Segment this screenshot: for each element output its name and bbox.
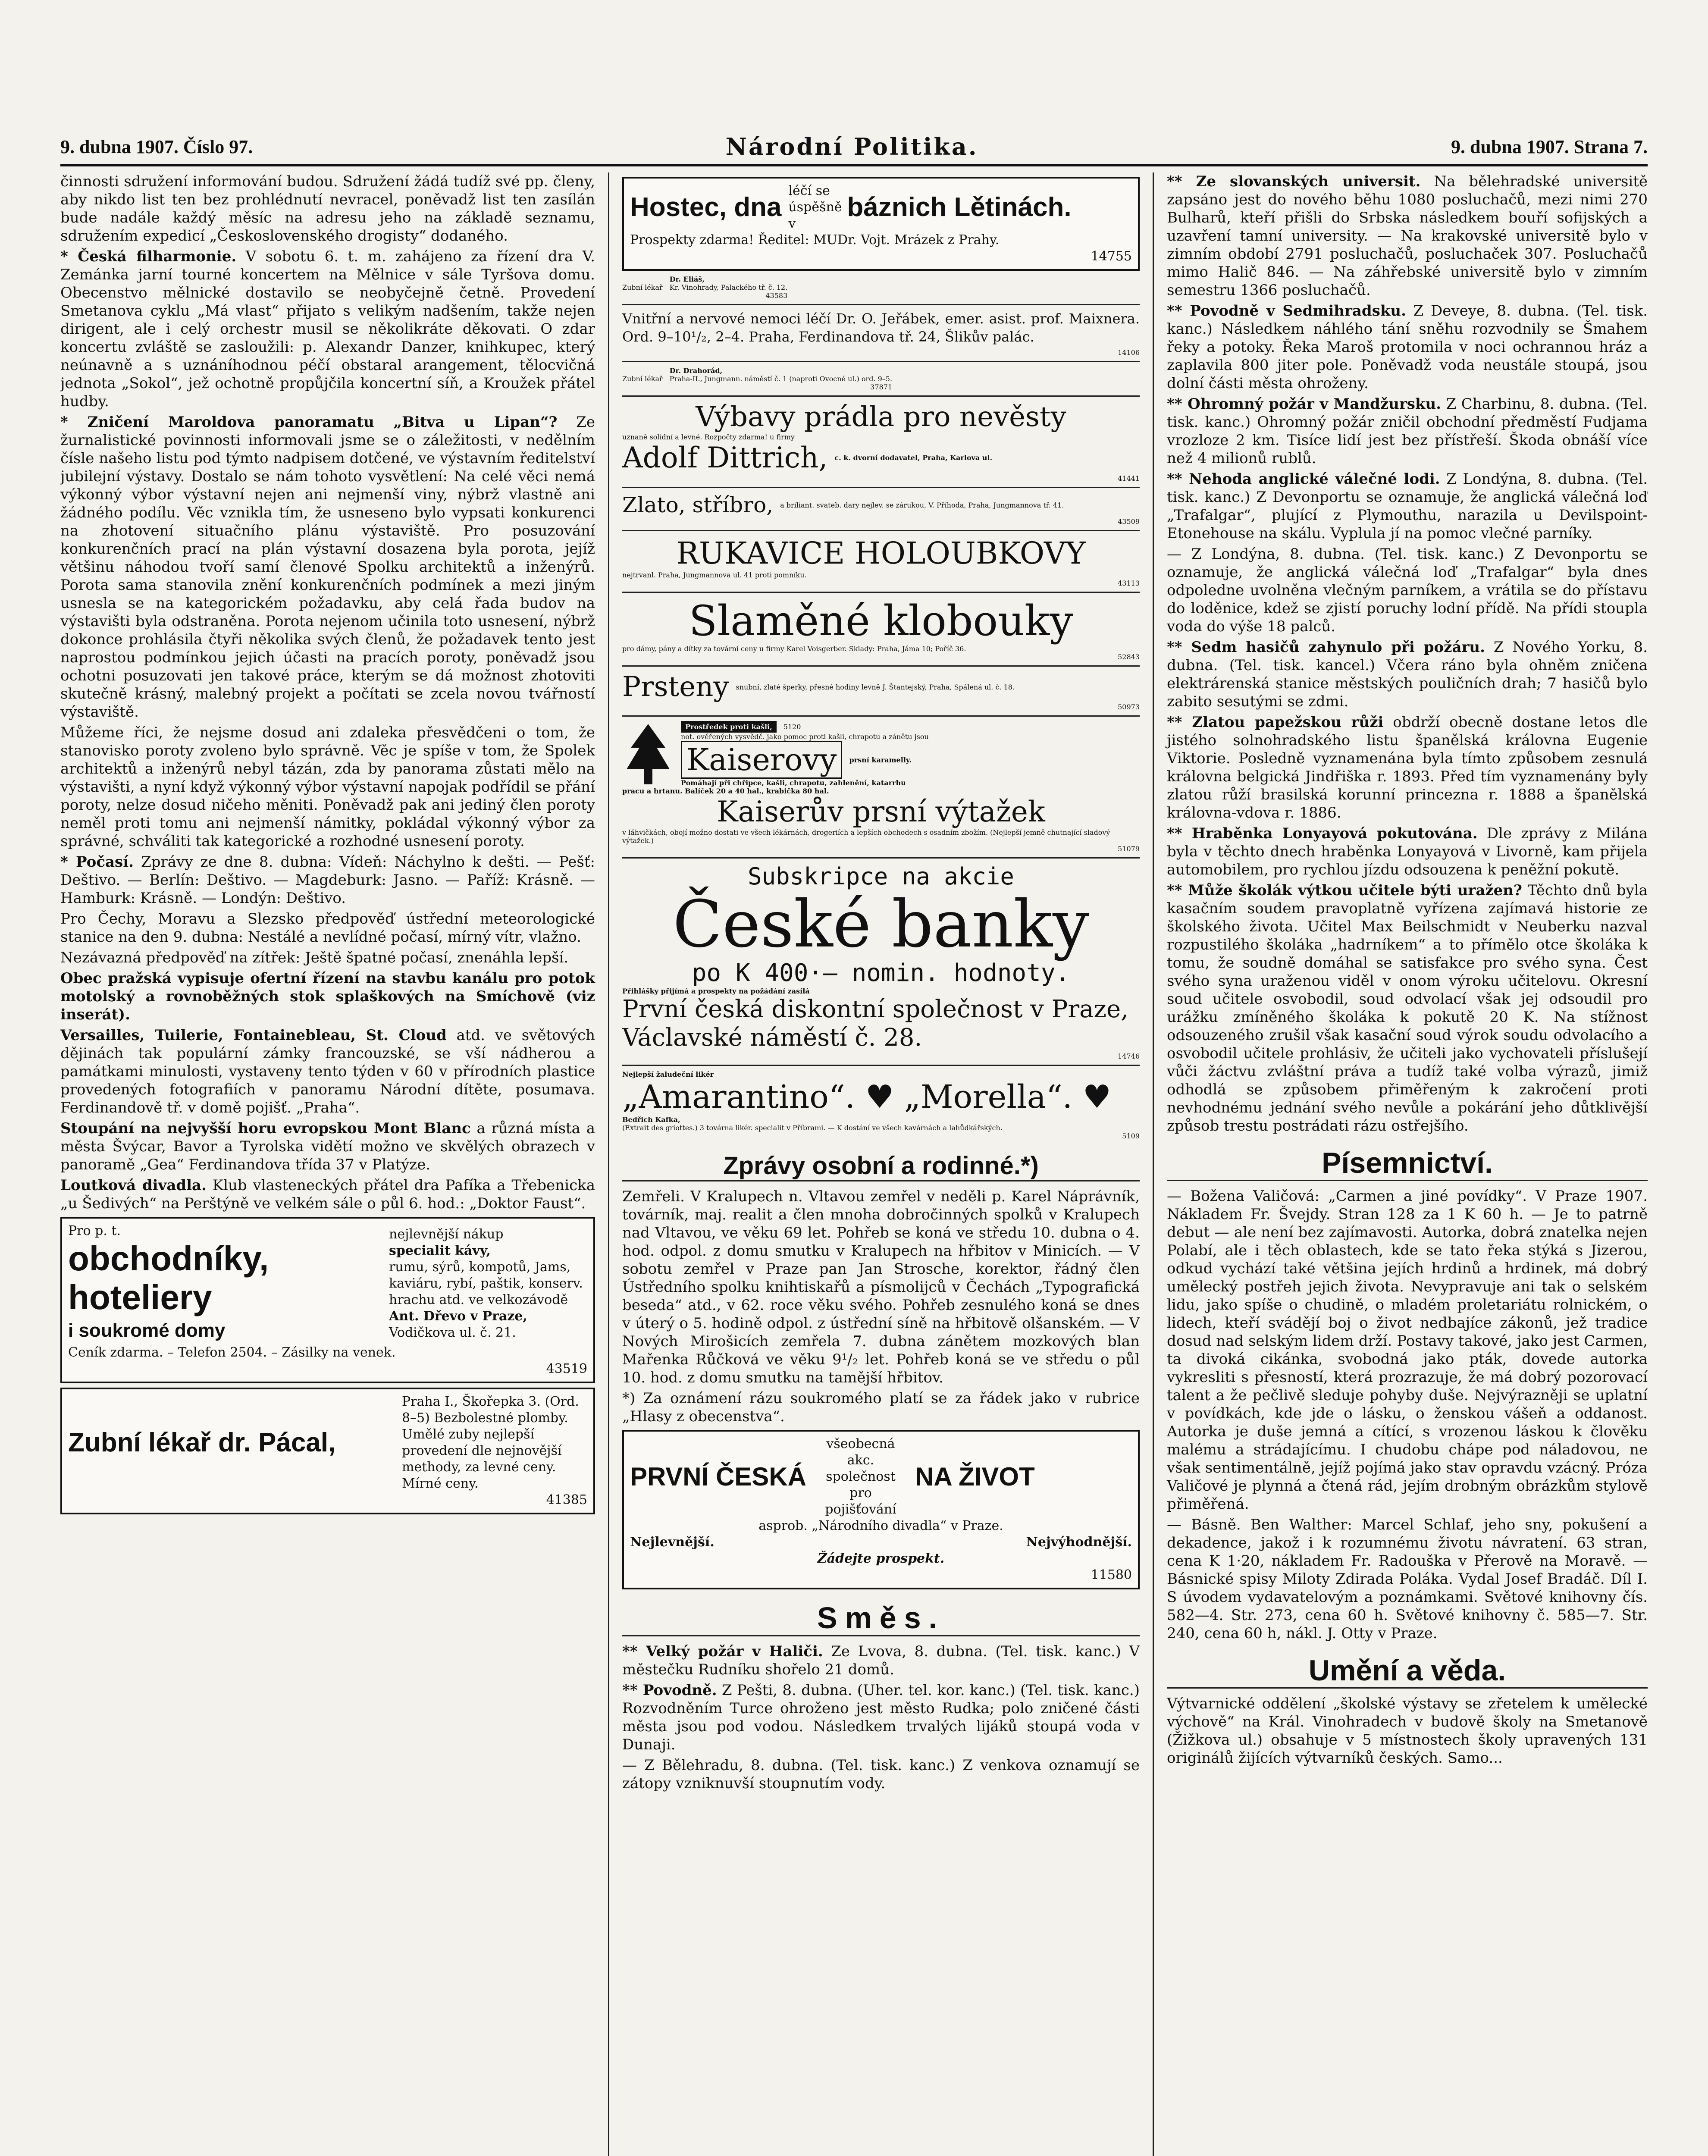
notice-versailles — [60, 1026, 595, 1117]
ad-obchodniky-firm: Ant. Dřevo v Praze, — [389, 1309, 527, 1324]
page-header — [60, 129, 1648, 166]
divider — [622, 715, 1140, 717]
ad-kaiser-text2: Pomáhají při chřipce, kašli, chrapotu, zahlenění, katarrhu — [681, 779, 906, 787]
ad-rukavice-number: 43113 — [1118, 579, 1140, 587]
text-skolak: Těchto dnů byla kasačním soudem pravoplatně vyřízena zajímavá historie ze školského života. Učitel Max Beilschmidt v Neuberku nazval rozpustilého školáka „hadrníkem“ a to přímělo otce školáka k tomu, že soudně domáhal se satisfakce pro svého syna. Čest svého syna uraženou viděl v onom výroku učitelovu. Okresní soud učitele osvobodil, soud odvolací však jej odsoudil pro urážku zmíněného školáka k pokutě 20 K. Na stížnost odsouzeného zrušil však kasační soud výrok soudu odvolacího a osvobodil učitele prohlásiv, že učiteli jako vychovateli příslušejí vůči žáctvu zvláštní práva a tudíž také volba výrazů, jimiž odhodlá se způsobem přiměřeným k zakročení proti nevhodnému jednání svého nevůle a pokárání jeho důtklivější způsob trestu postrádati rázu ostřejšího. — [1167, 882, 1648, 1134]
text-pocasi-2: Pro Čechy, Moravu a Slezsko předpověď ústřední meteorologické stanice na den 9. dubna: Nestálé a nevlídné počasí, mírný vítr, vlažno. — [60, 910, 595, 946]
ad-pojist-ask: Žádejte prospekt. — [817, 1551, 945, 1566]
ad-zubni-elias-info — [670, 275, 788, 300]
ad-banky-sub: Subskripce na akcie — [748, 863, 1014, 890]
article-mandzursko — [1167, 395, 1648, 467]
ad-banky-number: 14746 — [1118, 1052, 1140, 1060]
text-loutky: Klub vlasteneckých přátel dra Pafíka a Třebenicka „u Šedivých“ na Perštýně ve velkém sále o půl 6. hod.: „Doktor Faust“. — [60, 1177, 595, 1212]
section-title-smes: Směs. — [622, 1601, 1140, 1636]
text-hrabenka: Dle zprávy z Milána byla v těchto dnech hraběnka Lonyayová v Livorně, kam přijela automobilem, pro rychlou jízdu odsouzena k peněžní pokutě. — [1167, 825, 1648, 878]
article-lod — [1167, 470, 1648, 542]
article-drogiste: činnosti sdružení informování budou. Sdružení žádá tudíž své pp. členy, aby nikdo list ten bez prohlédnutí nevracel, poněvadž list ten zasílán bude nadále každý měsíc na adresu jeho na základě seznamu, sdružením expedicí „Československého drogisty“ dodaného. — [60, 173, 595, 244]
ad-obchodniky-pt: Pro p. t. — [68, 1223, 121, 1238]
ad-pacal-name: Zubní lékař dr. Pácal, — [68, 1428, 336, 1457]
text-pozar-halic: Ze Lvova, 8. dubna. (Tel. tisk. kanc.) V městečku Rudníku shořelo 21 domů. — [622, 1643, 1140, 1678]
divider — [622, 530, 1140, 531]
ad-kaiser-tag: prsní karamelly. — [849, 755, 912, 764]
ad-pojist-l2: Nejlevnější. — [630, 1535, 715, 1550]
ad-kaiser-text4: v láhvičkách, obojí možno dostati ve všech lékárnách, drogeriích a lepších obchodech s osadním zbožím. (Nejlepší jemně chutnající sladový výtažek.) — [622, 828, 1110, 845]
ad-ceske-banky — [622, 863, 1140, 1060]
ad-pojist-sub: asprob. „Národního divadla“ v Praze. — [758, 1518, 1003, 1533]
ad-kaiser-head-row — [681, 721, 1140, 733]
text-mandzursko: Z Charbinu, 8. dubna. (Tel. tisk. kanc.) Ohromný požár zničil obchodní předměstí Fudjama vrozloze 2 km. Tisíce lidí jest bez přístřeší. Škoda obnáší více než 4 milionů rublů. — [1167, 395, 1648, 467]
article-povodne-pest — [622, 1681, 1140, 1754]
ad-amarantino — [622, 1070, 1140, 1140]
ad-pacal-number: 41385 — [546, 1492, 587, 1507]
ad-hostec — [622, 177, 1140, 271]
ad-hostec-row — [630, 183, 1132, 232]
ad-zubni-drahorad-addr: Praha-II., Jungmann. náměstí č. 1 (naproti Ovocné ul.) ord. 9–5. — [669, 375, 893, 383]
article-university — [1167, 172, 1648, 299]
article-basne: — Básně. Ben Walther: Marcel Schlaf, jeho sny, pokušení a dekadence, jakož i k rozumnému životu návratení. 63 stran, cena K 1·20, nákladem Fr. Radouška v Přerově na Moravě. — Básnické spisy Miloty Zdirada Poláka. Vydal Josef Bradáč. Díl I. S úvodem vydavatelovým a poznámkami. Světové knihovny čís. 582—4. Str. 273, cena 60 h. Světové knihovny č. 585—7. Str. 240, cena 60 h, nákl. J. Otty v Praze. — [1167, 1516, 1648, 1642]
header-date-issue: 9. dubna 1907. Číslo 97. — [60, 136, 253, 157]
headline-ruze: ** Zlatou papežskou růži — [1167, 714, 1384, 731]
ad-zubni-elias-addr: Kr. Vinohrady, Palackého tř. č. 12. — [669, 283, 788, 291]
ad-kaiser — [622, 721, 1140, 853]
ad-obchodniky-footer: Ceník zdarma. – Telefon 2504. – Zásilky na venek. — [68, 1345, 396, 1360]
ad-pojistovna — [622, 1430, 1140, 1589]
ad-kaiser-body — [622, 721, 1140, 787]
columns — [60, 172, 1648, 2156]
headline-filharmonie: * Česká filharmonie. — [60, 248, 237, 265]
divider — [622, 361, 1140, 362]
ad-hostec-number: 14755 — [1091, 249, 1132, 264]
ad-banky-text: Přihlášky přijímá a prospekty na požádání zasílá — [622, 987, 810, 995]
ad-hostec-baz: báznich Lětinách. — [847, 192, 1072, 222]
text-pocasi: Zprávy ze dne 8. dubna: Vídeň: Náchylno k dešti. — Pešť: Deštivo. — Berlín: Deštivo. — Magdeburk: Jasno. — Paříž: Krásně. — Hamburk: Krásně. — Londýn: Deštivo. — [60, 853, 595, 907]
ad-obchodniky-left — [68, 1223, 382, 1344]
text-lod-2: — Z Londýna, 8. dubna. (Tel. tisk. kanc.) Z Devonportu se oznamuje, že anglická válečná loď „Trafalgar“ byla dnes odpoledne uvolněna vlečným parníkem, a vrátila se do přístavu do loděnice, kdež se zjistí poruchy lodní přídě. Na přídi stoupla voda do výše 18 palců. — [1167, 545, 1648, 635]
ad-banky-price: po K 400·– nomin. hodnoty. — [692, 959, 1070, 987]
ad-pojist-mid: všeobecná akc. společnost pro pojišťování — [825, 1436, 896, 1517]
ad-obchodniky — [60, 1217, 595, 1383]
article-sedmihradsko — [1167, 302, 1648, 392]
ad-hostec-title: Hostec, dna — [630, 192, 782, 222]
ad-kaiser-number: 51079 — [1118, 845, 1140, 853]
ad-vybavy — [622, 401, 1140, 483]
ad-obchodniky-line3: i soukromé domy — [68, 1320, 226, 1341]
article-ruze — [1167, 713, 1648, 822]
ad-vybavy-sub: uznaně solidní a levné. Rozpočty zdarma! u firmy — [622, 433, 795, 441]
ad-vybavy-firm: Adolf Dittrich, — [622, 441, 828, 474]
ad-pojist-number: 11580 — [1091, 1567, 1132, 1583]
ad-zubni-elias-name: Dr. Eliáš, — [669, 275, 705, 283]
ad-rukavice-title: RUKAVICE HOLOUBKOVY — [676, 536, 1086, 571]
ad-amar-top: Nejlepší žaludeční likér — [622, 1070, 714, 1078]
text-sedmihradsko: Z Deveye, 8. dubna. (Tel. tisk. kanc.) Následkem náhlého tání sněhu rozvodnily se Šmahem řeky a potoky. Řeka Maroš protomila v noci ochrannou hráz a zaplavila 800 jiter pole. Poněvadž voda neustále stoupá, jsou dolní části města ohroženy. — [1167, 302, 1648, 392]
ad-vnitrni-number: 14106 — [1118, 348, 1140, 357]
ad-kaiser-title2: Kaiserův prsní výtažek — [717, 795, 1045, 828]
text-povodne-pest: Z Pešti, 8. dubna. (Uher. tel. kor. kanc.) (Tel. tisk. kanc.) Rozvodněním Turce ohroženo jest město Rudka; polo zničené části města jsou pod vodou. Následkem trvalých lijáků stoupá voda v Dunaji. — [622, 1682, 1140, 1753]
ad-pacal — [60, 1388, 595, 1514]
ad-pacal-body — [68, 1394, 587, 1492]
ad-hostec-leci: léčí se úspěšně v — [788, 183, 842, 231]
ad-zubni-elias-title: Zubní lékař — [622, 283, 663, 291]
ad-zlato-number: 43509 — [1118, 517, 1140, 526]
text-ruze: obdrží obecně dostane letos dle jistého solnohradského listu španělská královna Eugenie Viktorie. Posledně vyznamenána byla tímto způsobem zesnulá královna belgická Jindřiška r. 1893. Před tím vyznamenány byly zlatou růží brasilská korunní princezna r. 1888 a španělská královna-vdova r. 1886. — [1167, 714, 1648, 821]
divider — [622, 592, 1140, 593]
ad-amar-text: (Extrait des griottes.) 3 továrna likér. specialit v Příbrami. — K dostání ve všech kavárnách a lahůdkářských. — [622, 1124, 1003, 1132]
column-left — [60, 172, 609, 2156]
ad-kaiser-text3: pracu a hrtanu. Balíček 20 a 40 hal., krabička 80 hal. — [622, 787, 829, 795]
ad-zubni-drahorad-number: 37871 — [870, 383, 893, 391]
ad-obchodniky-line2: hoteliery — [68, 1278, 212, 1316]
text-versailles: atd. ve světových dějinách tak populární zámky francouzské, se vší nádherou a památkami minulosti, vystaveny tento týden v 60 v přírodních plastice provedených fotografiích v panoramu Národní dítěte, posumava. Ferdinandově tř. v domě pojišť. „Praha“. — [60, 1027, 595, 1116]
headline-panorama: * Zničení Maroldova panoramatu „Bitva u Lipan“? — [60, 414, 558, 431]
article-panorama — [60, 413, 595, 721]
ad-kaiser-head: Prostředek proti kašli, — [681, 721, 777, 733]
section-title-pisemnictvi: Písemnictví. — [1167, 1146, 1648, 1181]
ad-pojist-right: NA ŽIVOT — [915, 1462, 1035, 1491]
ad-pojistovna-row — [630, 1436, 1132, 1518]
ad-zlato-title: Zlato, stříbro, — [622, 492, 774, 517]
article-skolak — [1167, 881, 1648, 1135]
article-hasici — [1167, 638, 1648, 711]
divider — [622, 395, 1140, 397]
notice-montblanc — [60, 1119, 595, 1174]
ad-obchodniky-r2: specialit kávy, — [389, 1243, 491, 1258]
article-zpravy: Zemřeli. V Kralupech n. Vltavou zemřel v neděli p. Karel Náprávník, továrník, maj. realit a člen mnoha dobročinných spolků v Kralupech nad Vltavou, ve věku 69 let. Pohřeb se koná ve středu 10. dubna o 4. hod. odpol. z domu smutku v Kralupech na hřbitov v Minicích. — V sobotu zemřel v Praze pan Jan Strosche, korektor, řádný člen Ústředního spolku knihtiskařů a písmolijců v Čechách „Typografická beseda“ atd., v 62. roce věku svého. Pohřeb zesnulého koná se dnes v úterý o 5. hodině odpol. z ústřední síně na hřbitově olšanském. — V Nových Mirošicích zemřela 7. dubna zánětem mozkových blan Mařenka Růčková ve věku 9¹/₂ let. Pohřeb koná se ve středu o půl 10. hod. z domu smutku na tamější hřbitov. — [622, 1188, 1140, 1386]
ad-prsteny-title: Prsteny — [622, 671, 729, 703]
notice-obec: Obec pražská vypisuje ofertní řízení na stavbu kanálu pro potok motolský a rovnoběžných stok splaškových na Smíchově (viz inserát). — [60, 970, 595, 1023]
ad-kaiser-count: 5120 — [783, 723, 801, 731]
text-hasici: Z Nového Yorku, 8. dubna. (Tel. tisk. kancel.) Včera ráno byla ohněm zničena elektrárenská stanice městských pouličních drah; 7 hasičů bylo zabito sesutými se zdmi. — [1167, 639, 1648, 710]
ad-obchodniky-addr: Vodičkova ul. č. 21. — [389, 1325, 516, 1340]
ad-amar-number: 5109 — [1122, 1132, 1140, 1140]
ad-zubni-drahorad — [622, 367, 1140, 391]
ad-zubni-drahorad-info — [670, 367, 892, 391]
ad-obchodniky-line1: obchodníky, — [68, 1239, 269, 1278]
text-lod: Z Londýna, 8. dubna. (Tel. tisk. kanc.) Z Devonportu se oznamuje, že anglická válečná loď „Trafalgar“, plující z Plymouthu, narazila u Devilspoint-Etonehouse na skálu. Vyplula jí na pomoc vlečné parníky. — [1167, 470, 1648, 542]
ad-amar-title: „Amarantino“. ♥ „Morella“. ♥ — [622, 1078, 1112, 1116]
column-right — [1154, 172, 1648, 2156]
divider — [622, 1065, 1140, 1066]
ad-prsteny — [622, 671, 1140, 703]
headline-university: ** Ze slovanských universit. — [1167, 173, 1421, 190]
ad-banky-title: České banky — [673, 887, 1089, 962]
text-montblanc: a různá místa a města Švýcar, Bavor a Tyrolska vidětí možno ve skvělých obrazech v panoramě „Gea“ Ferdinandova třída 37 v Platýze. — [60, 1120, 595, 1173]
headline-pocasi: * Počasí. — [60, 853, 134, 871]
ad-slamene-title: Slaměné klobouky — [689, 597, 1073, 645]
ad-pojist-row2 — [630, 1534, 1132, 1551]
article-valicova: — Božena Valičová: „Carmen a jiné povídky“. V Praze 1907. Nákladem Fr. Švejdy. Stran 128 za 1 K 60 h. — Je to patrně debut — ale není bez zajímavosti. Autorka, dobrá znatelka nejen Polabí, ale i těch oblastech, kde se tato řeka stýká s Jizerou, odkud vychází také většina jejích hrdinů a hrdinek, má dobrý umělecký postřeh jejich života. Nevypravuje ani tak o selském lidu, jako spíše o chudině, o mladém proletariátu rolnickém, o lidech, kteří svádějí boj o život nedbajíce zákonů, jež tradice dosud nad selským lidem drží. Postavy takové, jako jest Carmen, ta divoká cikánka, svobodná jako pták, dovede autorka vykresliti s přesností, která prozrazuje, že má dobrý pozorovací talent a že pečlivě sleduje pohyby duše. Nejvýrazněji se uplatní v povídkách, kde jde o lásku, o ženskou vášeň a oddanost. Autorka je duše jemná a cítící, s vrozenou láskou k člověku malému a strádajícímu. I chudobu chápe pod náladovou, ne však sentimentálně, jejíž pojímá jako stav opravdu vzácný. Próza Valičové je plynná a čtená rád, jejím drobným obrázkům stylově přiměřená. — [1167, 1188, 1648, 1513]
ad-vnitrni: Vnitřní a nervové nemoci léčí Dr. O. Jeřábek, emer. asist. prof. Maixnera. Ord. 9–10¹/₂, 2–4. Praha, Ferdinandova tř. 24, Šlikův palác. — [622, 310, 1140, 345]
ad-kaiser-name: Kaiserovy — [681, 741, 842, 779]
column-middle — [609, 172, 1154, 2156]
headline-versailles: Versailles, Tuilerie, Fontainebleau, St. Cloud — [60, 1027, 447, 1044]
ad-banky-bank: První česká diskontní společnost v Praze, Václavské náměstí č. 28. — [622, 995, 1128, 1052]
ad-pacal-text: Praha I., Škořepka 3. (Ord. 8–5) Bezbolestné plomby. Umělé zuby nejlepší provedení dle nejnovější methody, za levné ceny. Mírné ceny. — [402, 1394, 579, 1491]
article-hrabenka — [1167, 824, 1648, 879]
headline-skolak: ** Může školák výtkou učitele býti uražen? — [1167, 882, 1522, 899]
headline-mandzursko: ** Ohromný požár v Mandžursku. — [1167, 395, 1442, 413]
masthead-title: Národní Politika. — [725, 133, 978, 160]
text-panorama-2: Můžeme říci, že nejsme dosud ani zdaleka přesvědčeni o tom, že stanovisko poroty zvoleno bylo správně. Věc je spíše v tom, že Spolek architektů a inženýrů nebyl tázán, zda by panorama zůstati mělo na výstavišti, a nyní když výkonný výbor výstavní napojak podřídil se přání poroty, nelze dosud ničeho měniti. Poněvadž pak ani jediný člen poroty neměl proti tomu ani nejmenší námitky, pokládal výkonný výbor za správné, schváliti tak kategorické a rozhodné usnesení poroty. — [60, 724, 595, 850]
fir-tree-icon — [622, 722, 674, 787]
headline-lod: ** Nehoda anglické válečné lodi. — [1167, 470, 1440, 488]
article-vystava: Výtvarnické oddělení „školské výstavy se zřetelem k umělecké výchově“ na Král. Vinohradech v budově školy na Smetanově (Žižkova ul.) obsahuje v 5 místnostech školy upravených 131 originálů žijících výtvarníků českých. Samo... — [1167, 1695, 1648, 1767]
text-filharmonie: V sobotu 6. t. m. zahájeno za řízení dra V. Zemánka jarní tourné koncertem na Mělnice v sále Tyršova domu. Obecenstvo mělnické dostavilo se neobyčejně četně. Provedení Smetanova cyklu „Má vlast“ přijato s velikým nadšením, takže nejen dirigent, ale i celý orchestr musil se několikráte děkovati. O zdar koncertu zvláště se zasloužili: p. Alexandr Danzer, knihkupec, který neúnavně a s uznáníhodnou péčí obstaral arangement, tělocvičná jednota „Sokol“, jež ochotně propůjčila koncertní síň, a Kroužek přátel hudby. — [60, 248, 595, 410]
ad-zubni-elias — [622, 275, 1140, 300]
headline-hrabenka: ** Hraběnka Lonyayová pokutována. — [1167, 825, 1478, 842]
ad-prsteny-number: 50973 — [1118, 703, 1140, 711]
ad-vybavy-firm2: c. k. dvorní dodavatel, Praha, Karlova ul. — [834, 454, 993, 462]
ad-slamene-number: 52843 — [1118, 653, 1140, 661]
zpravy-note: *) Za oznámení rázu soukromého platí se za řádek jako v rubrice „Hlasy z obecenstva“. — [622, 1390, 1140, 1425]
text-pocasi-3: Nezávazná předpověď na zítřek: Ještě špatné počasí, znenáhla lepší. — [60, 949, 569, 966]
ad-obchodniky-r1: nejlevnější nákup — [389, 1227, 504, 1242]
ad-obchodniky-body — [68, 1223, 587, 1344]
header-date-page: 9. dubna 1907. Strana 7. — [1451, 136, 1648, 157]
ad-rukavice-text: nejtrvanl. Praha, Jungmannova ul. 41 proti pomníku. — [622, 571, 807, 579]
ad-kaiser-name-row — [681, 741, 1140, 779]
ad-zubni-drahorad-name: Dr. Drahorád, — [669, 367, 723, 375]
ad-vybavy-number: 41441 — [1118, 474, 1140, 483]
article-pocasi — [60, 853, 595, 907]
divider — [622, 304, 1140, 305]
ad-zlato — [622, 492, 1140, 517]
text-panorama: Ze žurnalistické povinnosti informovali jsme se o záležitosti, v nedělním čísle našeho listu pod týmto nadpisem dotčené, ve výstavním ředitelství jubilejní výstavy. Dostalo se nám tohoto vysvětlení: Na celé věci nemá výkonný výbor výstavní nejen ani nejmenší viny, nýbrž vlastně ani žádného podílu. Věc vznikla tím, že usneseno bylo vypsati konkurenci na zhotovení situačního plánu výstaviště. Pro posuzování konkurenčních prací na plán výstavní dosazena byla porota, jejíž většinu náhodou tvoří samí členové Spolku architektů a inženýrů. Porota sama stanovila znění konkurenčních podmínek a mezi jiným usnesla se na kategorickém požadavku, aby celá řada budov na výstavišti byla odstraněna. Porota nejenom učinila toto usnesení, nýbrž dokonce prohlásila čtyři několika svých členů, že požadavek tento jest naprostou podmínkou jejich účasti na pracích poroty, poněvadž jsou ochotni posuzovati jen takové práce, kterým se dá možnost zhotoviti skutečně krásný, malebný projekt a počítati se zcela novou tvářností výstaviště. — [60, 414, 595, 721]
ad-pojist-left: PRVNÍ ČESKÁ — [630, 1462, 806, 1491]
ad-vybavy-firm-row — [622, 441, 1140, 474]
ad-pojist-r2: Nejvýhodnější. — [1026, 1535, 1132, 1550]
headline-loutky: Loutková divadla. — [60, 1177, 207, 1194]
headline-povodne-pest: ** Povodně. — [622, 1682, 717, 1699]
article-pozar-halic — [622, 1642, 1140, 1679]
ad-amar-firm: Bedřich Kafka, — [622, 1116, 680, 1124]
ad-zubni-elias-number: 43583 — [765, 291, 788, 300]
divider — [622, 857, 1140, 859]
headline-pozar-halic: ** Velký požár v Haliči. — [622, 1643, 823, 1660]
ad-obchodniky-number: 43519 — [546, 1361, 587, 1376]
section-title-zpravy: Zprávy osobní a rodinné.*) — [622, 1151, 1140, 1181]
ad-obchodniky-r3: rumu, sýrů, kompotů, Jams, kaviáru, rybí, paštik, konserv. hrachu atd. ve velkozávodě — [389, 1260, 583, 1307]
headline-montblanc: Stoupání na nejvyšší horu evropskou Mont Blanc — [60, 1120, 471, 1137]
ad-zlato-text: a briliant. svateb. dary nejlev. se zárukou, V. Příhoda, Praha, Jungmannova tř. 41. — [780, 501, 1064, 509]
article-belehrad: — Z Bělehradu, 8. dubna. (Tel. tisk. kanc.) Z venkova oznamují se zátopy vzniknuvší stoupnutím vody. — [622, 1757, 1140, 1792]
notice-loutky — [60, 1176, 595, 1213]
headline-sedmihradsko: ** Povodně v Sedmihradsku. — [1167, 302, 1406, 320]
ad-kaiser-text1: not. ověřených vysvědč. jako pomoc proti kašli, chrapotu a zánětu jsou — [681, 733, 929, 741]
divider — [622, 487, 1140, 488]
ad-hostec-prospekty: Prospekty zdarma! Ředitel: MUDr. Vojt. Mrázek z Prahy. — [630, 232, 1000, 248]
ad-vybavy-title: Výbavy prádla pro nevěsty — [696, 401, 1066, 433]
headline-hasici: ** Sedm hasičů zahynulo při požáru. — [1167, 639, 1485, 656]
ad-slamene-text: pro dámy, pány a dítky za tovární ceny u firmy Karel Voisgerber. Sklady: Praha, Jáma 10; Poříč 36. — [622, 645, 966, 653]
article-filharmonie — [60, 248, 595, 411]
ad-obchodniky-right — [389, 1226, 587, 1341]
ad-kaiser-text-block — [681, 721, 1140, 787]
divider — [622, 665, 1140, 667]
text-university: Na bělehradské universitě zapsáno jest do nového běhu 1080 posluchačů, mezi nimi 270 Bulharů, kteří přišli do Srbska následkem bouří sofijských a uzavření tamní university. — Na krakovské universitě bylo v zimním období 2791 posluchačů, posluchaček 307. Posluchačů mimo Halič 846. — Na záhřebské universitě bylo v zimním semestru 1366 posluchačů. — [1167, 173, 1648, 299]
ad-zubni-drahorad-title: Zubní lékař — [622, 375, 663, 383]
ad-prsteny-text: snubní, zlaté šperky, přesné hodiny levně J. Štantejský, Praha, Spálená ul. č. 18. — [736, 683, 1015, 691]
section-title-umeni: Umění a věda. — [1167, 1654, 1648, 1689]
